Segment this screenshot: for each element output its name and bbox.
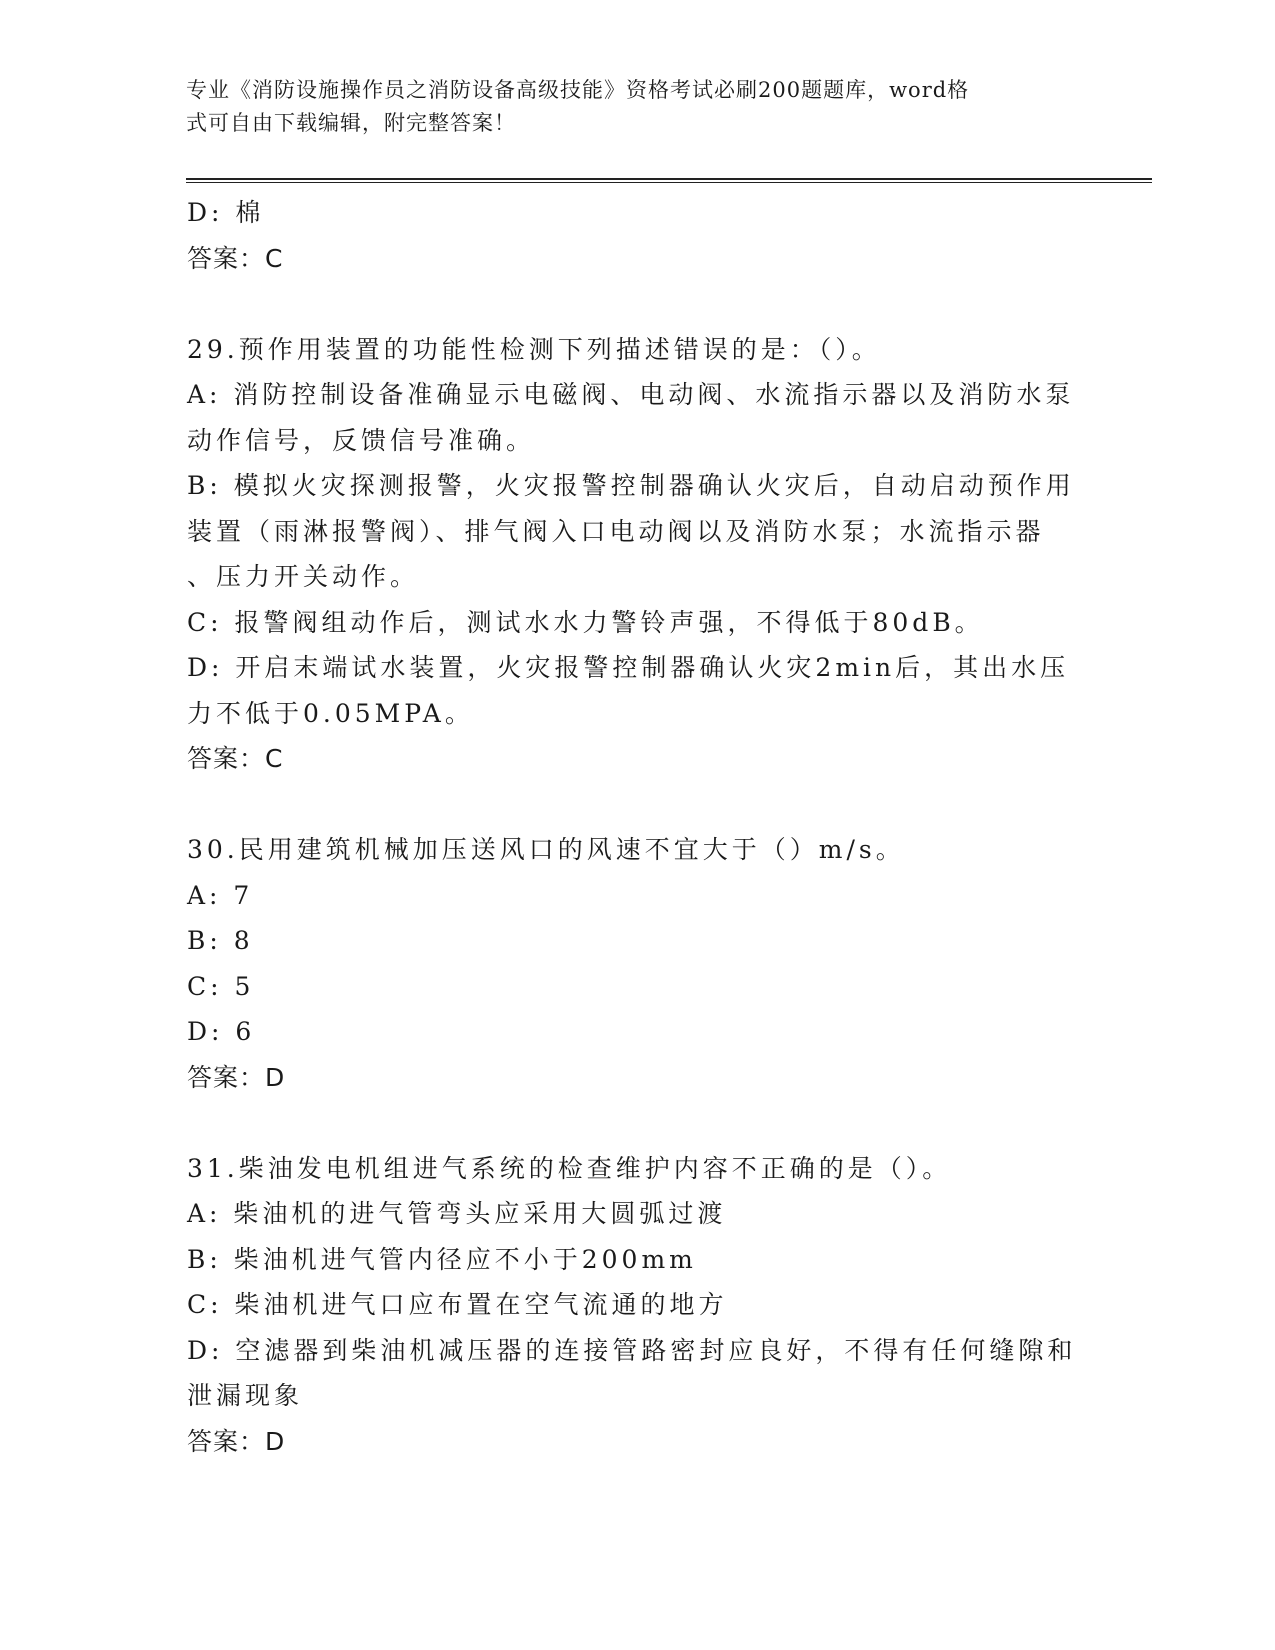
question-list	[187, 190, 1087, 1464]
option-a: A: 7	[187, 880, 254, 910]
prev-option-d: D: 棉	[187, 198, 265, 227]
option-d-cont: 泄漏现象	[187, 1381, 304, 1410]
option-c: C: 柴油机进气口应布置在空气流通的地方	[187, 1290, 728, 1319]
answer: 答案：D	[187, 1426, 286, 1456]
question-31	[187, 1146, 1087, 1465]
question-stem: 31.柴油发电机组进气系统的检查维护内容不正确的是（）。	[187, 1153, 952, 1183]
answer: 答案：D	[187, 1062, 286, 1092]
answer: 答案：C	[187, 744, 284, 773]
question-30	[187, 827, 1087, 1100]
option-b: B: 模拟火灾探测报警，火灾报警控制器确认火灾后，自动启动预作用	[187, 471, 1075, 500]
option-d-cont: 力不低于0.05MPA。	[187, 698, 474, 728]
option-a: A: 柴油机的进气管弯头应采用大圆弧过渡	[187, 1199, 727, 1228]
prev-answer: 答案：C	[187, 243, 284, 273]
option-d: D: 空滤器到柴油机减压器的连接管路密封应良好，不得有任何缝隙和	[187, 1335, 1077, 1365]
option-b: B: 8	[187, 926, 254, 955]
header-divider	[186, 178, 1152, 183]
header-line-1: 专业《消防设施操作员之消防设备高级技能》资格考试必刷200题题库，word格	[186, 78, 970, 102]
option-d: D: 6	[187, 1017, 256, 1046]
question-stem: 29.预作用装置的功能性检测下列描述错误的是：（）。	[187, 334, 881, 364]
option-c: C: 5	[187, 971, 255, 1001]
spacer	[187, 782, 1087, 828]
spacer	[187, 281, 1087, 327]
option-a: A: 消防控制设备准确显示电磁阀、电动阀、水流指示器以及消防水泵	[187, 380, 1075, 409]
option-a-cont: 动作信号，反馈信号准确。	[187, 425, 536, 455]
option-b-cont: 装置（雨淋报警阀）、排气阀入口电动阀以及消防水泵；水流指示器	[187, 516, 1045, 546]
option-d: D: 开启末端试水装置，火灾报警控制器确认火灾2min后，其出水压	[187, 653, 1070, 682]
option-c: C: 报警阀组动作后，测试水水力警铃声强，不得低于80dB。	[187, 607, 984, 637]
option-b-cont: 、压力开关动作。	[187, 562, 420, 591]
question-stem: 30.民用建筑机械加压送风口的风速不宜大于（）m/s。	[187, 835, 905, 864]
question-29	[187, 327, 1087, 782]
option-b: B: 柴油机进气管内径应不小于200mm	[187, 1244, 697, 1274]
document-header	[186, 74, 1066, 140]
spacer	[187, 1100, 1087, 1146]
header-line-2: 式可自由下载编辑，附完整答案！	[186, 111, 516, 135]
